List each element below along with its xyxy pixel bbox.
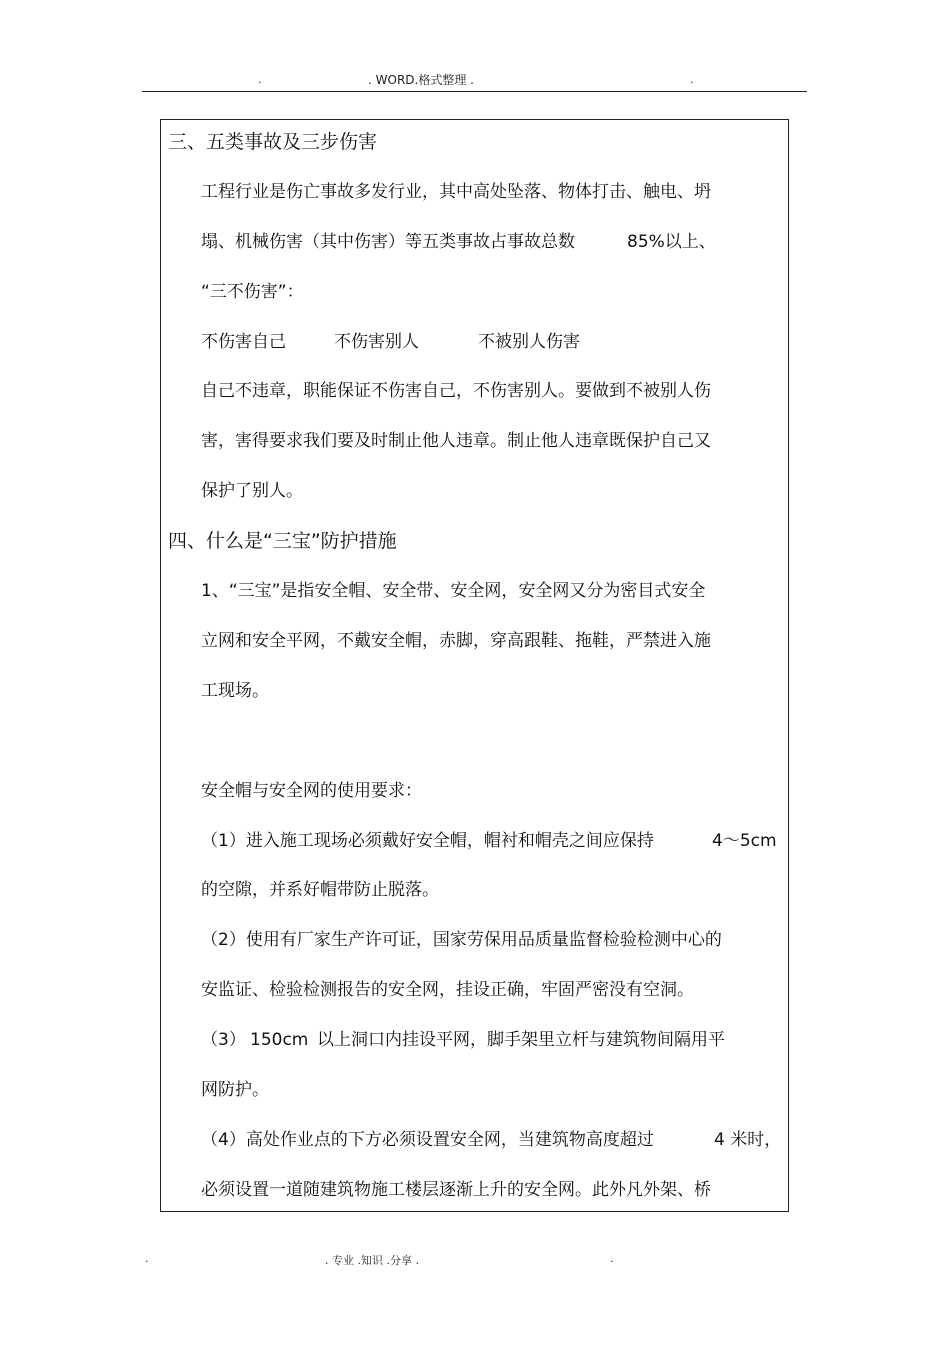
section3-p2-line3: 保护了别人。 [201, 481, 303, 501]
section4-p1-line3: 工现场。 [201, 681, 269, 701]
section3-p1-line1: 工程行业是伤亡事故多发行业，其中高处坠落、物体打击、触电、坍 [201, 182, 711, 202]
requirement-2-line2: 安监证、检验检测报告的安全网，挂设正确，牢固严密没有空洞。 [201, 980, 694, 1000]
section3-p2-line2: 害，害得要求我们要及时制止他人违章。制止他人违章既保护自己又 [201, 431, 711, 451]
requirement-1-gap-value: 4～5cm [712, 831, 777, 851]
requirement-3-line1: 以上洞口内挂设平网，脚手架里立杆与建筑物间隔用平 [317, 1030, 725, 1050]
footer-center-text: . 专业 .知识 .分享 . [325, 1254, 419, 1267]
header-right-mark: . [690, 73, 694, 86]
footer-right-mark: . [610, 1252, 614, 1265]
requirement-3-prefix: （3） [201, 1030, 246, 1050]
footer-left-mark: . [145, 1252, 149, 1265]
section4-heading: 四、什么是“三宝”防护措施 [168, 530, 397, 552]
three-no-harm-item-2: 不伤害别人 [334, 332, 419, 352]
section3-p1-line2: 塌、机械伤害（其中伤害）等五类事故占事故总数 [201, 232, 575, 252]
requirement-1-line2: 的空隙，并系好帽带防止脱落。 [201, 880, 439, 900]
section4-p1-line1: 1、“三宝”是指安全帽、安全带、安全网，安全网又分为密目式安全 [201, 581, 706, 601]
requirement-4-line1: （4）高处作业点的下方必须设置安全网，当建筑物高度超过 [201, 1130, 654, 1150]
section3-p1-percent: 85%以上、 [627, 232, 716, 252]
three-no-harm-item-1: 不伤害自己 [201, 332, 286, 352]
header-left-mark: . [258, 73, 262, 86]
requirement-3-size-value: 150cm [250, 1030, 309, 1050]
header-rule [142, 91, 807, 92]
requirement-4-line2: 必须设置一道随建筑物施工楼层逐渐上升的安全网。此外凡外架、桥 [201, 1180, 711, 1200]
requirement-2-line1: （2）使用有厂家生产许可证，国家劳保用品质量监督检验检测中心的 [201, 930, 722, 950]
section3-p2-line1: 自己不违章，职能保证不伤害自己，不伤害别人。要做到不被别人伤 [201, 381, 711, 401]
requirement-1-line1: （1）进入施工现场必须戴好安全帽，帽衬和帽壳之间应保持 [201, 831, 654, 851]
requirement-3-line2: 网防护。 [201, 1080, 269, 1100]
section3-p1-line3: “三不伤害”： [201, 282, 304, 302]
requirements-title: 安全帽与安全网的使用要求： [201, 781, 422, 801]
three-no-harm-item-3: 不被别人伤害 [478, 332, 580, 352]
header-title: . WORD.格式整理 . [368, 73, 474, 87]
section4-p1-line2: 立网和安全平网，不戴安全帽，赤脚，穿高跟鞋、拖鞋，严禁进入施 [201, 631, 711, 651]
section3-heading: 三、五类事故及三步伤害 [168, 131, 378, 153]
requirement-4-height-value: 4 米时， [714, 1130, 782, 1150]
